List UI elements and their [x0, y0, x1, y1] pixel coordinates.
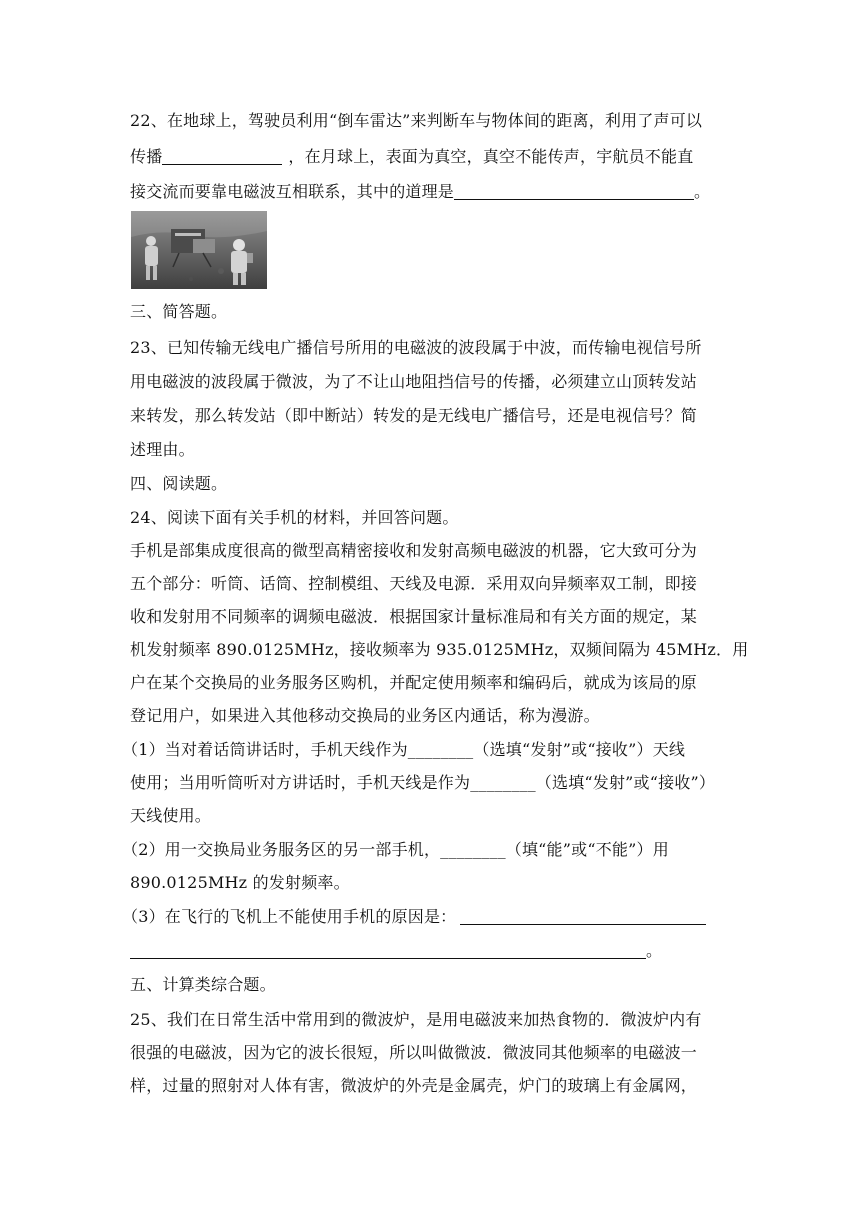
q24-sub2-line-2: 890.0125MHz 的发射频率。 [130, 873, 350, 892]
q24-paragraph-line-2: 五个部分：听筒、话筒、控制模组、天线及电源．采用双向异频率双工制，即接 [130, 574, 698, 593]
section-5-title: 五、计算类综合题。 [130, 975, 276, 994]
q24-paragraph-line-1: 手机是部集成度很高的微型高精密接收和发射高频电磁波的机器，它大致可分为 [130, 541, 698, 560]
section-4-title: 四、阅读题。 [130, 474, 228, 493]
q24-paragraph-line-6: 登记用户，如果进入其他移动交换局的业务区内通话，称为漫游。 [130, 706, 600, 725]
q23-line-3: 来转发，那么转发站（即中断站）转发的是无线电广播信号，还是电视信号？简 [130, 406, 698, 425]
q22-answer-blank-1[interactable] [162, 148, 282, 165]
q22-line-1: 22、在地球上，驾驶员利用“倒车雷达”来判断车与物体间的距离，利用了声可以 [130, 111, 703, 130]
q24-sub3-question: （3）在飞行的飞机上不能使用手机的原因是： [122, 907, 457, 926]
q24-sub3-line-2 [130, 941, 662, 961]
q22-line-3-start: 接交流而要靠电磁波互相联系，其中的道理是 [130, 182, 455, 201]
astronauts-on-moon-photo [131, 211, 267, 289]
q24-sub1-line-2: 使用；当用听筒听对方讲话时，手机天线是作为________（选填“发射”或“接收”） [130, 773, 716, 792]
q24-sub2-line-1: （2）用一交换局业务服务区的另一部手机，________（填“能”或“不能”）用 [122, 840, 669, 859]
q23-line-2: 用电磁波的波段属于微波，为了不让山地阻挡信号的传播，必须建立山顶转发站 [130, 372, 698, 391]
q22-answer-blank-2[interactable] [454, 183, 694, 200]
q24-sub1-line-1: （1）当对着话筒讲话时，手机天线作为________（选填“发射”或“接收”）天线 [122, 740, 686, 759]
q22-line-2-rest: ，在月球上，表面为真空，真空不能传声，宇航员不能直 [288, 147, 694, 166]
q22-line-2-start: 传播 [130, 147, 163, 166]
q24-sub3-answer-blank-2[interactable] [130, 942, 646, 959]
q24-paragraph-line-3: 收和发射用不同频率的调频电磁波．根据国家计量标准局和有关方面的规定，某 [130, 607, 698, 626]
section-3-title: 三、简答题。 [130, 302, 228, 321]
q24-intro: 24、阅读下面有关手机的材料，并回答问题。 [130, 508, 459, 527]
q22-line-3-end: 。 [694, 182, 711, 201]
q25-line-2: 很强的电磁波，因为它的波长很短，所以叫做微波．微波同其他频率的电磁波一 [130, 1043, 698, 1062]
q23-line-1: 23、已知传输无线电广播信号所用的电磁波的波段属于中波，而传输电视信号所 [130, 338, 702, 357]
q24-sub3-end: 。 [646, 941, 663, 960]
astronauts-photo-graphic [131, 211, 267, 289]
q24-paragraph-line-4: 机发射频率 890.0125MHz，接收频率为 935.0125MHz，双频间隔为 45MHz．用 [130, 640, 749, 659]
q25-line-3: 样，过量的照射对人体有害，微波炉的外壳是金属壳，炉门的玻璃上有金属网， [130, 1076, 698, 1095]
q22-line-3 [130, 182, 710, 202]
q24-sub1-line-3: 天线使用。 [130, 806, 212, 825]
q22-line-2 [130, 147, 693, 167]
q24-sub3-line-1 [122, 907, 706, 927]
q24-paragraph-line-5: 户在某个交换局的业务服务区购机，并配定使用频率和编码后，就成为该局的原 [130, 673, 698, 692]
q25-line-1: 25、我们在日常生活中常用到的微波炉，是用电磁波来加热食物的．微波炉内有 [130, 1010, 702, 1029]
q23-line-4: 述理由。 [130, 440, 195, 459]
q24-sub3-answer-blank-1[interactable] [460, 908, 706, 925]
